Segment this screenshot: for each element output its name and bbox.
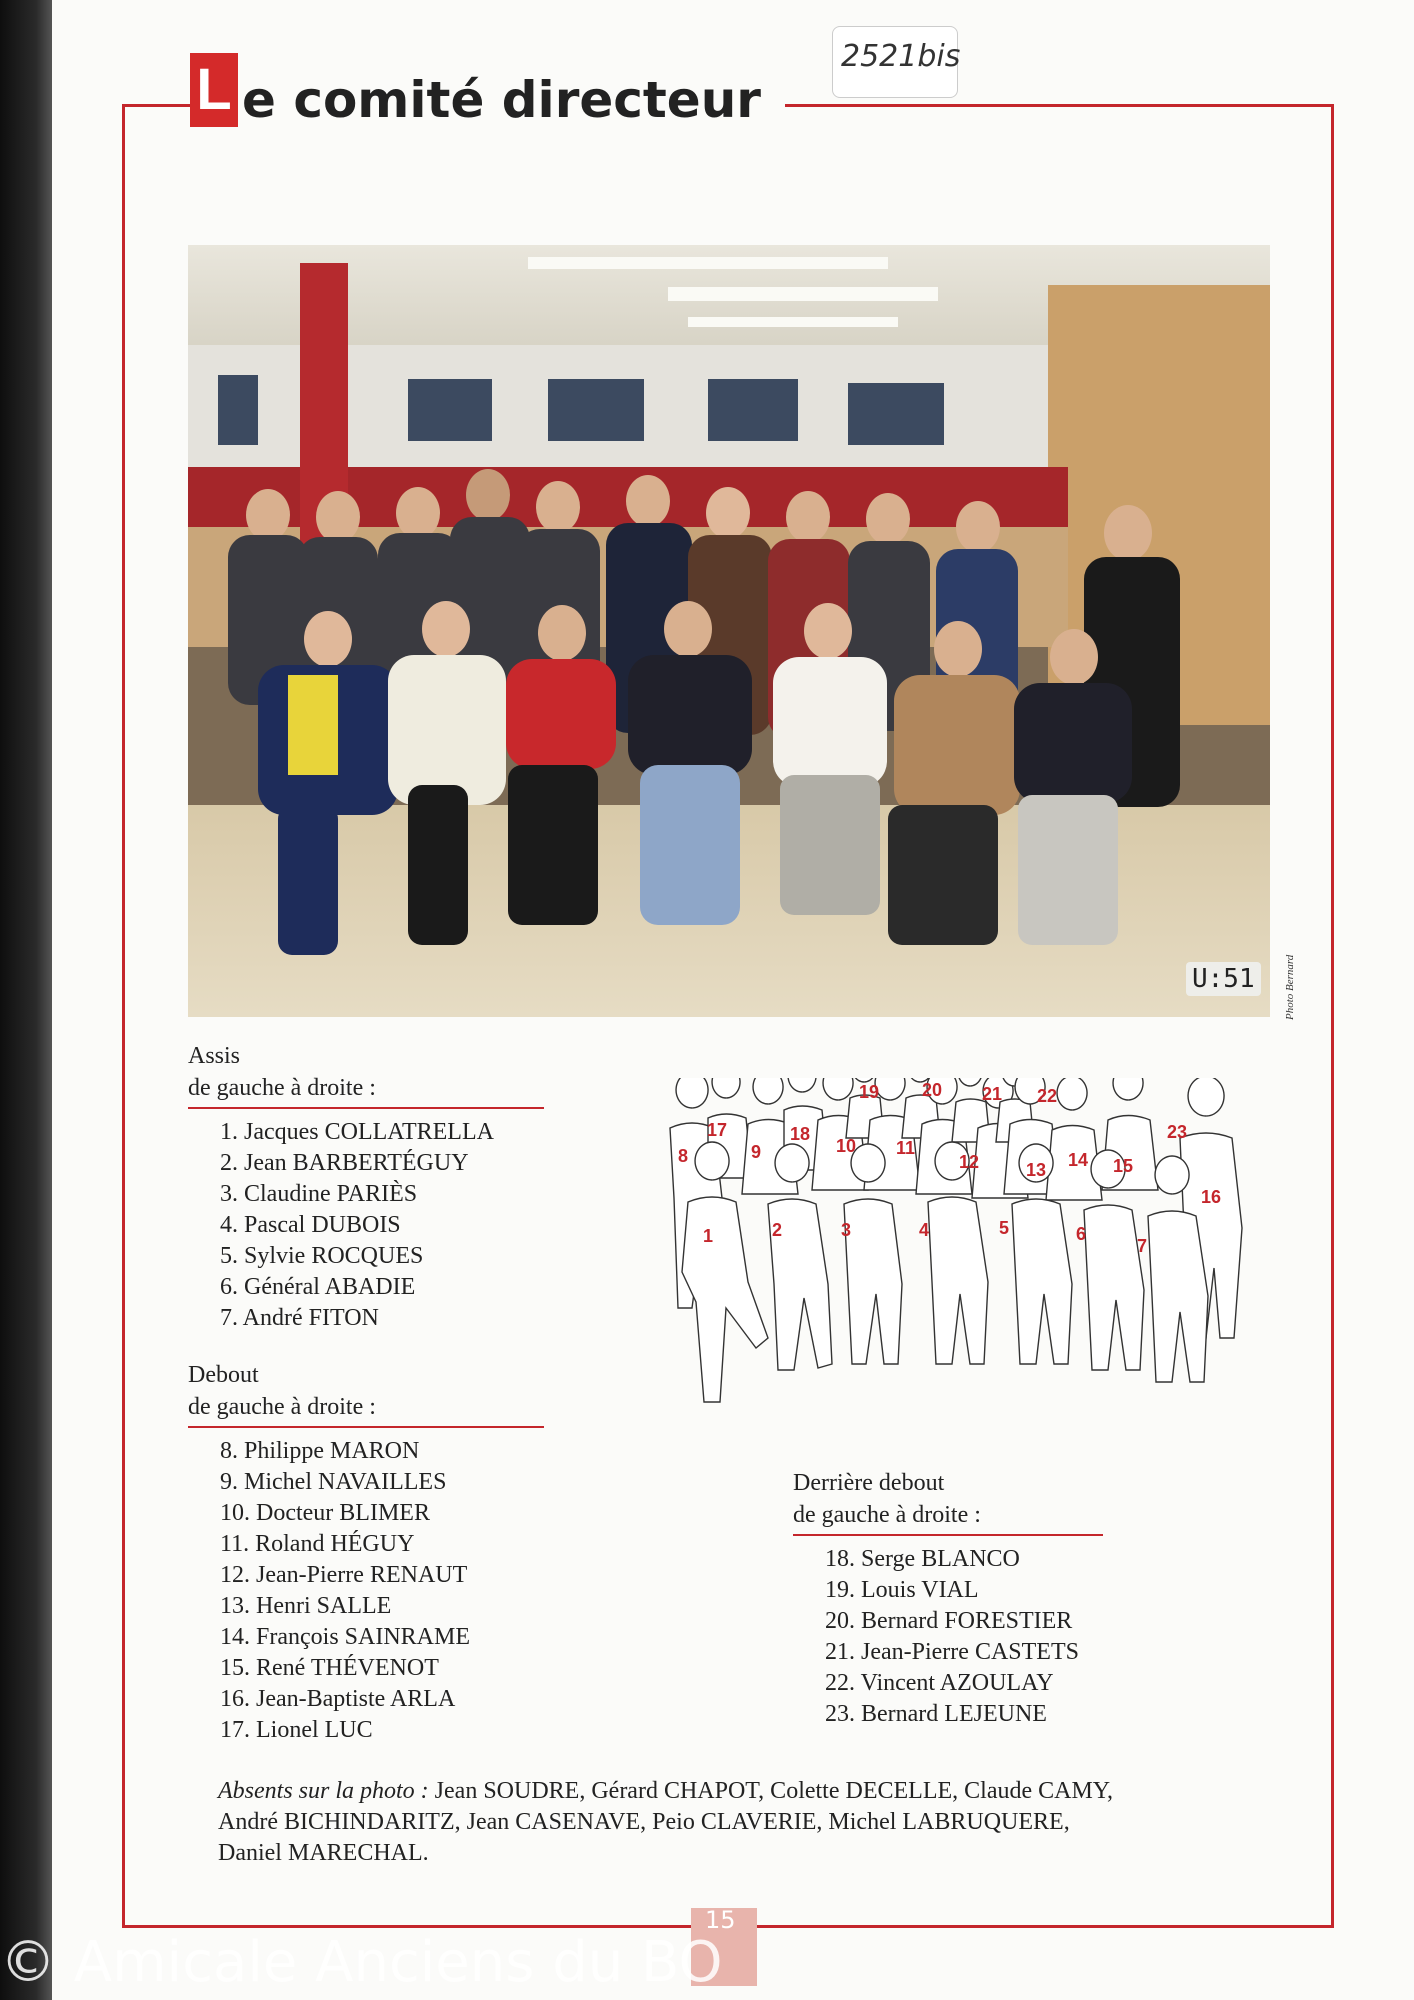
- list-item: 14. François SAINRAME: [220, 1624, 470, 1650]
- photo-code: U:51: [1186, 962, 1261, 996]
- list-item: 18. Serge BLANCO: [825, 1546, 1020, 1572]
- list-item: 13. Henri SALLE: [220, 1593, 392, 1619]
- archive-stamp-text: 2521bis: [841, 39, 961, 74]
- page-title: [190, 57, 785, 140]
- diagram-number: 4: [919, 1220, 930, 1240]
- diagram-number: 1: [703, 1226, 714, 1246]
- list-item: 23. Bernard LEJEUNE: [825, 1701, 1047, 1727]
- list-item: 10. Docteur BLIMER: [220, 1500, 430, 1526]
- standing-rule: [188, 1426, 544, 1428]
- diagram-number: 19: [859, 1082, 880, 1102]
- absents-paragraph: [218, 1776, 1138, 1869]
- list-item: 21. Jean-Pierre CASTETS: [825, 1639, 1079, 1665]
- seated-heading-2: de gauche à droite :: [188, 1075, 376, 1101]
- diagram-number: 16: [1201, 1187, 1222, 1207]
- back-heading-1: Derrière debout: [793, 1470, 945, 1496]
- diagram-number: 15: [1113, 1156, 1134, 1176]
- seated-list: [188, 1040, 544, 1334]
- diagram-number: 11: [896, 1138, 916, 1158]
- diagram-number: 22: [1037, 1086, 1058, 1106]
- list-item: 17. Lionel LUC: [220, 1717, 373, 1743]
- copyright-watermark: © Amicale Anciens du BO: [0, 1930, 723, 1995]
- list-item: 15. René THÉVENOT: [220, 1655, 439, 1681]
- silhouette-diagram: [652, 1078, 1266, 1403]
- silhouette-drawing: [652, 1078, 1266, 1403]
- standing-heading-1: Debout: [188, 1362, 259, 1388]
- list-item: 6. Général ABADIE: [220, 1274, 416, 1300]
- diagram-number: 2: [772, 1220, 783, 1240]
- diagram-number: 13: [1026, 1160, 1047, 1180]
- title-initial: L: [190, 53, 238, 127]
- list-item: 4. Pascal DUBOIS: [220, 1212, 401, 1238]
- scan-edge-shadow: [0, 0, 60, 2000]
- diagram-number: 5: [999, 1218, 1010, 1238]
- diagram-number: 8: [678, 1146, 689, 1166]
- list-item: 16. Jean-Baptiste ARLA: [220, 1686, 456, 1712]
- photo-credit: [1272, 930, 1296, 1020]
- list-item: 8. Philippe MARON: [220, 1438, 420, 1464]
- seated-rule: [188, 1107, 544, 1109]
- list-item: 5. Sylvie ROCQUES: [220, 1243, 424, 1269]
- diagram-number: 6: [1076, 1224, 1087, 1244]
- group-photo: [188, 245, 1270, 1017]
- list-item: 12. Jean-Pierre RENAUT: [220, 1562, 468, 1588]
- diagram-number: 20: [922, 1080, 943, 1100]
- diagram-number: 14: [1068, 1150, 1089, 1170]
- list-item: 19. Louis VIAL: [825, 1577, 979, 1603]
- diagram-number: 18: [790, 1124, 811, 1144]
- seated-heading-1: Assis: [188, 1043, 241, 1069]
- diagram-number: 23: [1167, 1122, 1188, 1142]
- diagram-number: 7: [1137, 1236, 1148, 1256]
- diagram-number: 12: [959, 1152, 980, 1172]
- list-item: 20. Bernard FORESTIER: [825, 1608, 1073, 1634]
- diagram-number: 10: [836, 1136, 857, 1156]
- back-heading-2: de gauche à droite :: [793, 1502, 981, 1528]
- standing-list: [188, 1359, 544, 1746]
- page-number: 15: [705, 1906, 736, 1934]
- absents-names: Jean SOUDRE, Gérard CHAPOT, Colette DECELLE, Claude CAMY, André BICHINDARITZ, Jean CASENAVE, Peio CLAVERIE, Michel LABRUQUERE, Daniel MARECHAL.: [218, 1778, 1114, 1866]
- standing-heading-2: de gauche à droite :: [188, 1394, 376, 1420]
- absents-label: Absents sur la photo :: [218, 1778, 429, 1804]
- back-rule: [793, 1534, 1103, 1536]
- diagram-number: 9: [751, 1142, 762, 1162]
- back-list: [793, 1467, 1103, 1730]
- list-item: 11. Roland HÉGUY: [220, 1531, 415, 1557]
- list-item: 22. Vincent AZOULAY: [825, 1670, 1054, 1696]
- archive-stamp: [832, 26, 961, 98]
- group-photo-illustration: [188, 245, 1270, 1017]
- diagram-number: 3: [841, 1220, 852, 1240]
- diagram-number: 17: [707, 1120, 728, 1140]
- list-item: 2. Jean BARBERTÉGUY: [220, 1150, 469, 1176]
- list-item: 1. Jacques COLLATRELLA: [220, 1119, 494, 1145]
- diagram-number: 21: [982, 1084, 1003, 1104]
- list-item: 3. Claudine PARIÈS: [220, 1181, 418, 1207]
- list-item: 7. André FITON: [220, 1305, 379, 1331]
- photo-credit-text: Photo Bernard: [1284, 954, 1296, 1020]
- title-text: e comité directeur: [242, 71, 761, 129]
- list-item: 9. Michel NAVAILLES: [220, 1469, 447, 1495]
